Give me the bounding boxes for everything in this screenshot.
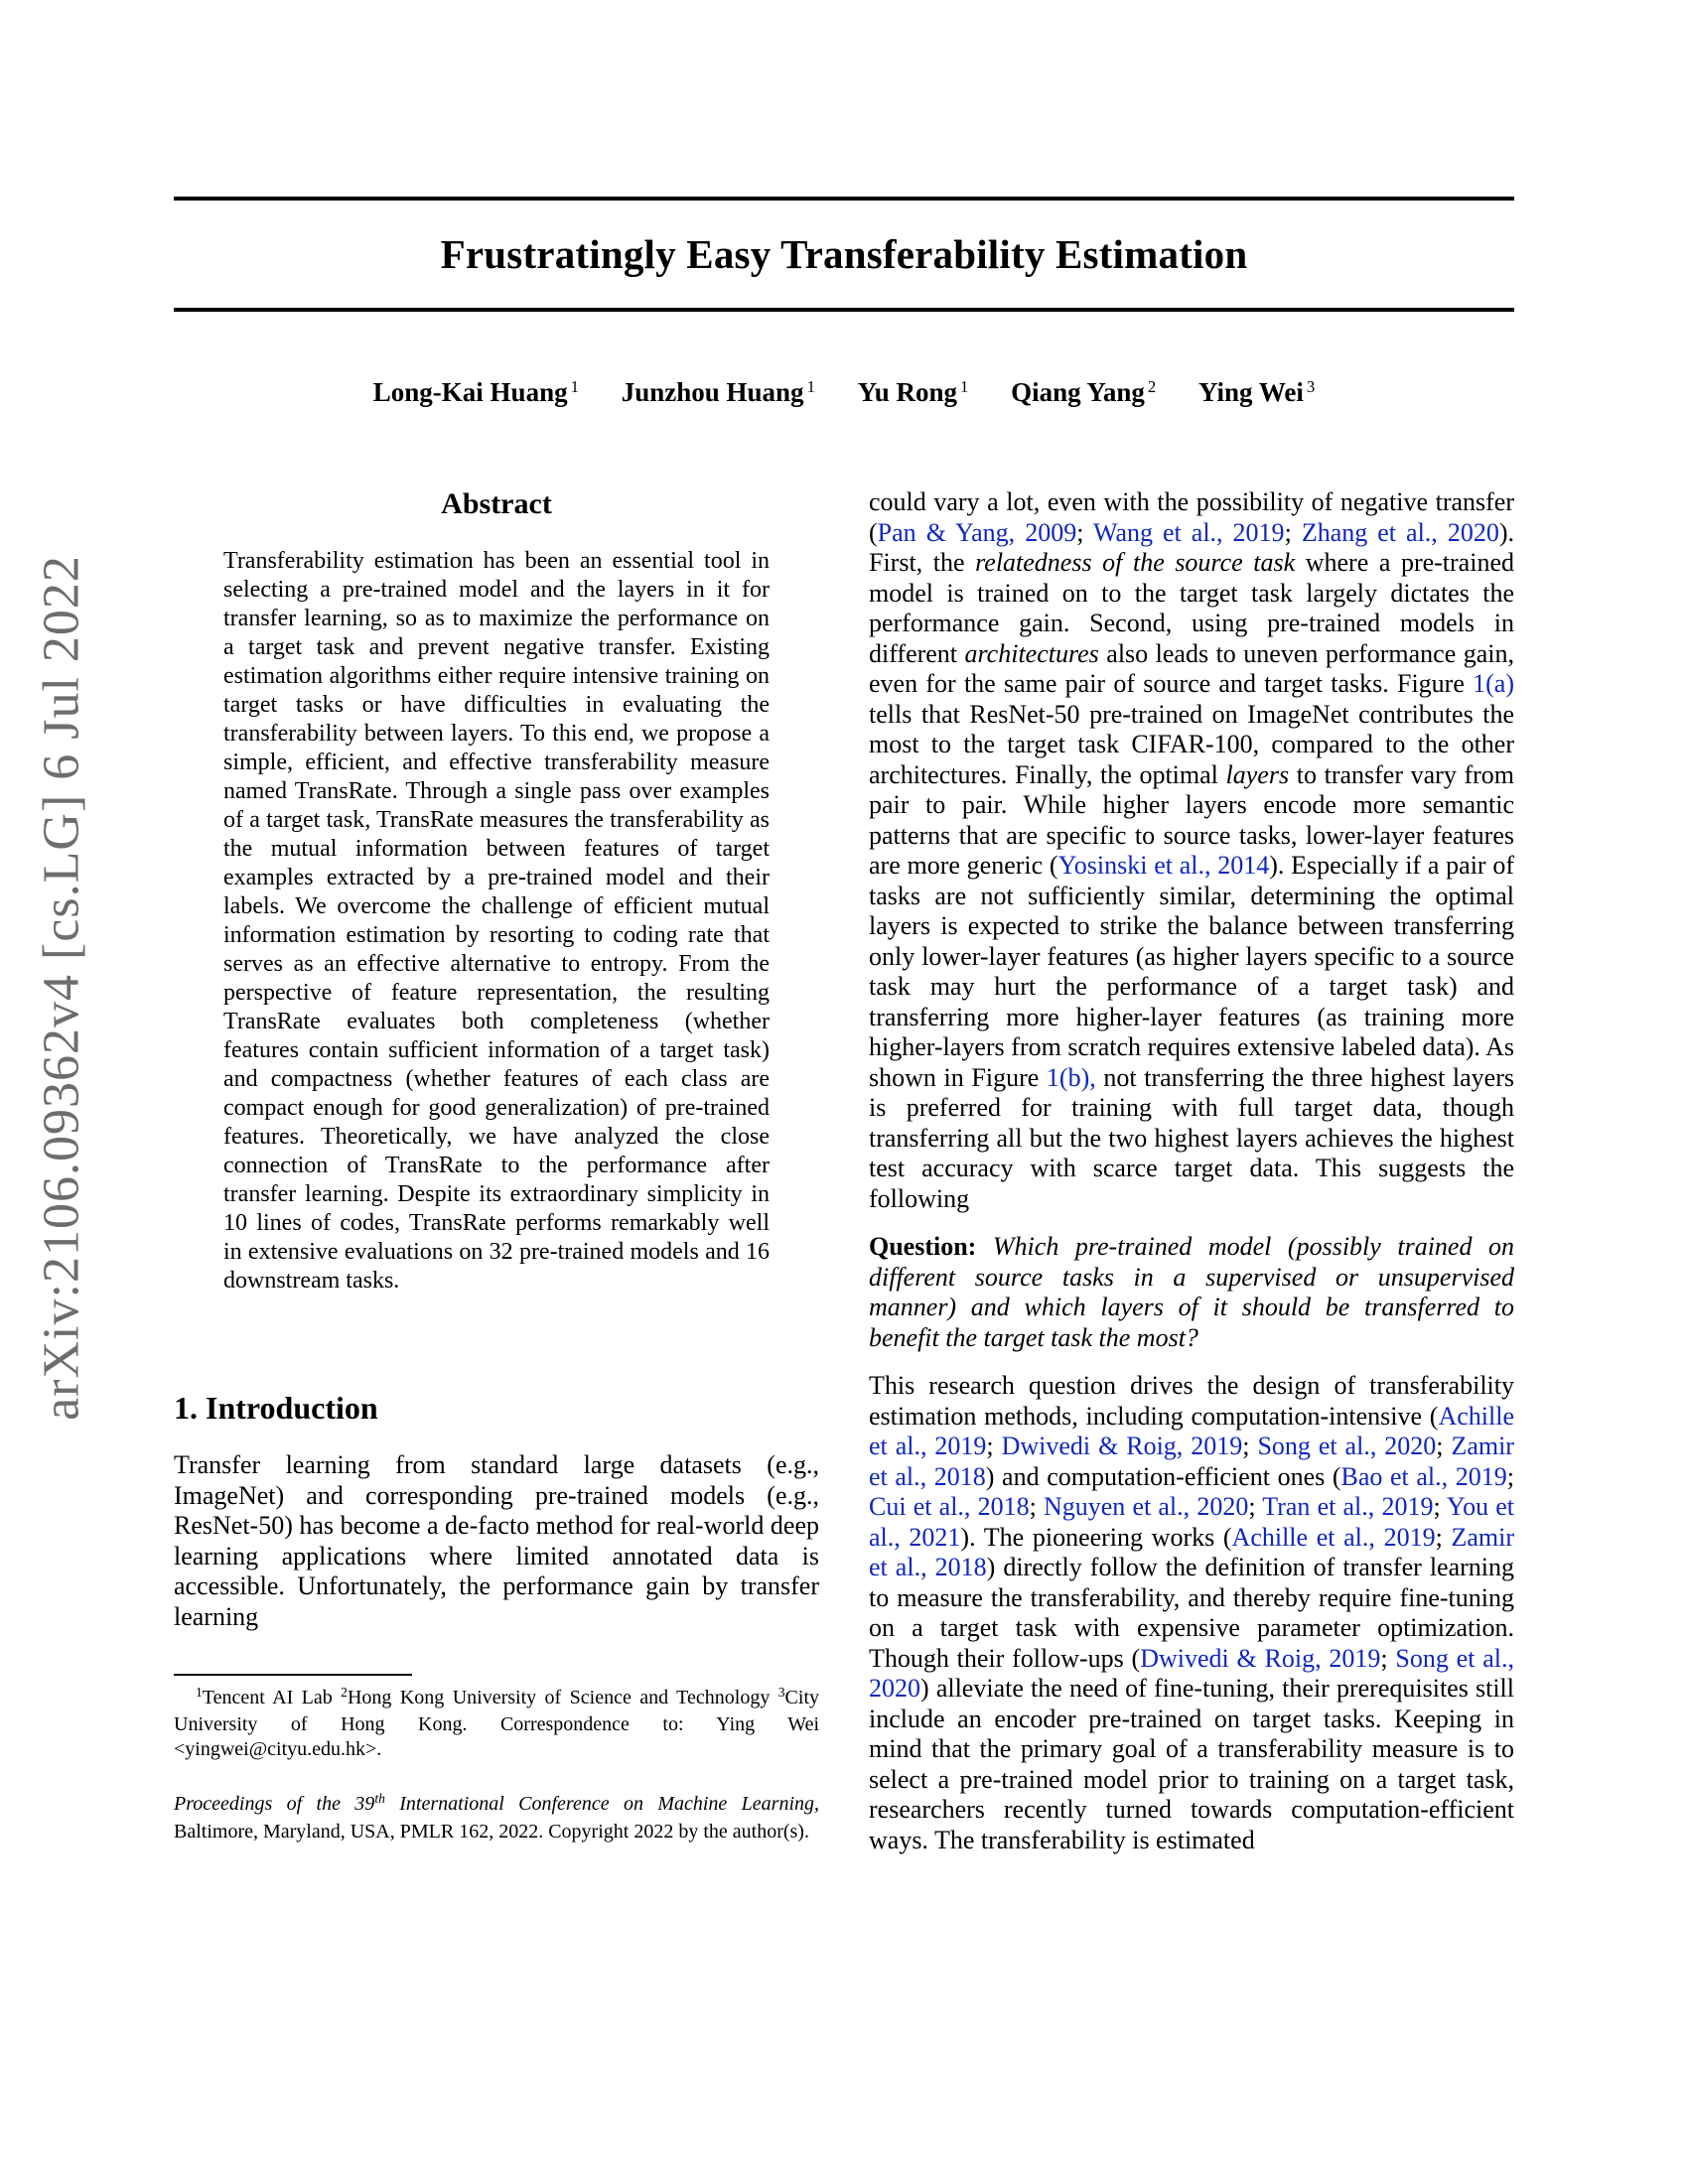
text-segment: layers bbox=[1225, 759, 1290, 789]
text-segment: ) alleviate the need of fine-tuning, their prerequisites still include an encoder pre-trained on target tasks. Keeping in mind that the primary goal of a transferability measure is to select a pre-trained model prior to training on a target task, researchers recently turned towards computation-efficient ways. The transferability is estimated bbox=[869, 1674, 1514, 1854]
text-segment: International Conference on Machine Learning bbox=[384, 1792, 814, 1815]
text-segment: ; bbox=[1506, 1461, 1514, 1491]
citation-link[interactable]: Achille et al., 2019 bbox=[1231, 1522, 1436, 1552]
author-name: Yu Rong bbox=[857, 377, 957, 407]
text-segment: 3 bbox=[777, 1685, 785, 1701]
author-affiliation-marker: 3 bbox=[1306, 376, 1316, 396]
title-rule-bottom bbox=[174, 308, 1514, 312]
text-segment: ; bbox=[1242, 1432, 1258, 1460]
text-segment: Question: bbox=[869, 1232, 977, 1261]
related-work-paragraph bbox=[869, 1371, 1514, 1855]
author bbox=[1198, 377, 1315, 407]
citation-link[interactable]: Bao et al., 2019 bbox=[1340, 1461, 1507, 1491]
text-segment: where a pre-trained model is trained on to the target task largely dictates the performance gain. Second, using pre-trained models in different bbox=[869, 548, 1514, 668]
text-segment: ). Especially if a pair of tasks are not sufficiently similar, determining the optimal layers is expected to strike the balance between transferring only lower-layer features (as higher layers specific to a source task may hurt the performance of a target task) and transferring more higher-layer features (as training more higher-layers from scratch requires extensive labeled data). As shown in Figure bbox=[869, 851, 1514, 1092]
citation-link[interactable]: Zhang et al., 2020 bbox=[1301, 517, 1499, 547]
text-segment: to transfer vary from pair to pair. While higher layers encode more semantic patterns that are specific to source tasks, lower-layer features are more generic ( bbox=[869, 759, 1514, 880]
text-segment: ; bbox=[986, 1432, 1002, 1460]
citation-link[interactable]: 1(b), bbox=[1046, 1062, 1096, 1092]
abstract-heading: Abstract bbox=[441, 487, 552, 520]
text-segment: ) and computation-efficient ones ( bbox=[985, 1461, 1341, 1491]
author bbox=[858, 377, 969, 407]
citation-link[interactable]: Dwivedi & Roig, 2019 bbox=[1001, 1432, 1243, 1460]
abstract-body: Transferability estimation has been an essential tool in selecting a pre-trained model and the layers in it for transfer learning, so as to maximize the performance on a target task and prevent negative transfer. Existing estimation algorithms either require intensive training on target tasks or have difficulties in evaluating the transferability between layers. To this end, we propose a simple, efficient, and effective transferability measure named TransRate. Through a single pass over examples of a target task, TransRate measures the transferability as the mutual information between features of target examples extracted by a pre-trained model and their labels. We overcome the challenge of efficient mutual information estimation by resorting to coding rate that serves as an effective alternative to entropy. From the perspective of feature representation, the resulting TransRate evaluates both completeness (whether features contain sufficient information of a target task) and compactness (whether features of each class are compact enough for good generalization) of pre-trained features. Theoretically, we have analyzed the close connection of TransRate to the performance after transfer learning. Despite its extraordinary simplicity in 10 lines of codes, TransRate performs remarkably well in extensive evaluations on 32 pre-trained models and 16 downstream tasks. bbox=[223, 548, 770, 1294]
citation-link[interactable]: Yosinski et al., 2014 bbox=[1057, 851, 1270, 880]
citation-link[interactable]: Song et al., 2020 bbox=[1257, 1432, 1437, 1460]
citation-link[interactable]: Achille et al., 2019 bbox=[869, 1401, 1514, 1460]
intro-continued-paragraph bbox=[869, 487, 1514, 1214]
right-column bbox=[869, 487, 1514, 1855]
author-affiliation-marker: 1 bbox=[570, 376, 579, 396]
affiliation-footnote bbox=[174, 1686, 819, 1763]
author-name: Junzhou Huang bbox=[621, 377, 804, 407]
text-segment: ). The pioneering works ( bbox=[960, 1522, 1232, 1552]
author bbox=[622, 377, 815, 407]
author bbox=[1011, 377, 1156, 407]
citation-link[interactable]: Tran et al., 2019 bbox=[1262, 1492, 1434, 1521]
left-column bbox=[174, 487, 819, 1844]
text-segment: Tencent AI Lab bbox=[202, 1687, 342, 1708]
text-segment: ; bbox=[1029, 1492, 1044, 1521]
author-name: Qiang Yang bbox=[1011, 377, 1145, 407]
text-segment: City University of Hong Kong. Correspondence to: Ying Wei <yingwei@cityu.edu.hk>. bbox=[174, 1687, 819, 1760]
text-segment: also leads to uneven performance gain, even for the same pair of source and target tasks. Figure bbox=[869, 638, 1514, 698]
text-segment: th bbox=[374, 1791, 385, 1807]
text-segment: tells that ResNet-50 pre-trained on ImageNet contributes the most to the target task CIFAR-100, compared to the other architectures. Finally, the optimal bbox=[869, 699, 1514, 789]
text-segment: 1 bbox=[196, 1685, 203, 1701]
text-segment: This research question drives the design of transferability estimation methods, including computation-intensive ( bbox=[869, 1371, 1514, 1431]
question-paragraph bbox=[869, 1232, 1514, 1353]
text-segment: ; bbox=[1076, 517, 1093, 547]
text-segment: ; bbox=[1248, 1492, 1263, 1521]
intro-paragraph: Transfer learning from standard large datasets (e.g., ImageNet) and corresponding pre-trained models (e.g., ResNet-50) has become a de-facto method for real-world deep learning applications where limited annotated data is accessible. Unfortunately, the performance gain by transfer learning bbox=[174, 1450, 819, 1631]
text-segment: ) directly follow the definition of transfer learning to measure the transferability, and thereby require fine-tuning on a target task with expensive parameter optimization. Though their follow-ups ( bbox=[869, 1553, 1514, 1673]
text-segment: not transferring the three highest layers is preferred for training with full target data, though transferring all but the two highest layers achieves the highest test accuracy with scarce target data. This suggests the following bbox=[869, 1062, 1514, 1213]
author-affiliation-marker: 1 bbox=[960, 376, 969, 396]
text-segment: ). First, the bbox=[869, 517, 1514, 577]
section-heading-introduction: 1. Introduction bbox=[174, 1390, 378, 1426]
author-affiliation-marker: 2 bbox=[1147, 376, 1157, 396]
title-rule-top bbox=[174, 197, 1514, 201]
author-name: Long-Kai Huang bbox=[372, 377, 568, 407]
proceedings-notice bbox=[174, 1791, 819, 1844]
author-name: Ying Wei bbox=[1198, 377, 1304, 407]
citation-link[interactable]: Zamir et al., 2018 bbox=[869, 1522, 1514, 1581]
citation-link[interactable]: You et al., 2021 bbox=[869, 1492, 1514, 1552]
text-segment: ; bbox=[1436, 1432, 1452, 1460]
footnote-rule bbox=[174, 1674, 412, 1676]
citation-link[interactable]: Zamir et al., 2018 bbox=[869, 1432, 1514, 1491]
text-segment: could vary a lot, even with the possibility of negative transfer ( bbox=[869, 487, 1514, 547]
author-line bbox=[0, 377, 1688, 408]
arxiv-watermark-label: arXiv:2106.09362v4 [cs.LG] 6 Jul 2022 bbox=[33, 555, 90, 1421]
text-segment: Proceedings of the 39 bbox=[174, 1792, 375, 1815]
author bbox=[373, 377, 579, 407]
paper-title: Frustratingly Easy Transferability Estimation bbox=[440, 231, 1248, 277]
two-column-body bbox=[174, 487, 1514, 1855]
citation-link[interactable]: Dwivedi & Roig, 2019 bbox=[1140, 1643, 1381, 1673]
citation-link[interactable]: Nguyen et al., 2020 bbox=[1043, 1492, 1249, 1521]
citation-link[interactable]: Wang et al., 2019 bbox=[1092, 517, 1285, 547]
text-segment: ; bbox=[1284, 517, 1302, 547]
text-segment: Which pre-trained model (possibly trained on different source tasks in a supervised or unsupervised manner) and which layers of it should be transferred to benefit the target task the most? bbox=[869, 1232, 1515, 1352]
text-segment: ; bbox=[1380, 1643, 1396, 1673]
text-segment: ; bbox=[1433, 1492, 1447, 1521]
text-segment bbox=[976, 1232, 993, 1261]
text-segment: ; bbox=[1435, 1522, 1452, 1552]
author-affiliation-marker: 1 bbox=[806, 376, 815, 396]
citation-link[interactable]: Cui et al., 2018 bbox=[869, 1492, 1030, 1521]
text-segment: architectures bbox=[964, 638, 1099, 668]
text-segment: 2 bbox=[341, 1685, 348, 1701]
citation-link[interactable]: Pan & Yang, 2009 bbox=[877, 517, 1077, 547]
text-segment: Hong Kong University of Science and Technology bbox=[347, 1687, 778, 1708]
text-segment: , Baltimore, Maryland, USA, PMLR 162, 2022. Copyright 2022 by the author(s). bbox=[174, 1792, 819, 1843]
text-segment: relatedness of the source task bbox=[975, 548, 1296, 577]
citation-link[interactable]: 1(a) bbox=[1473, 669, 1514, 698]
citation-link[interactable]: Song et al., 2020 bbox=[869, 1643, 1514, 1703]
